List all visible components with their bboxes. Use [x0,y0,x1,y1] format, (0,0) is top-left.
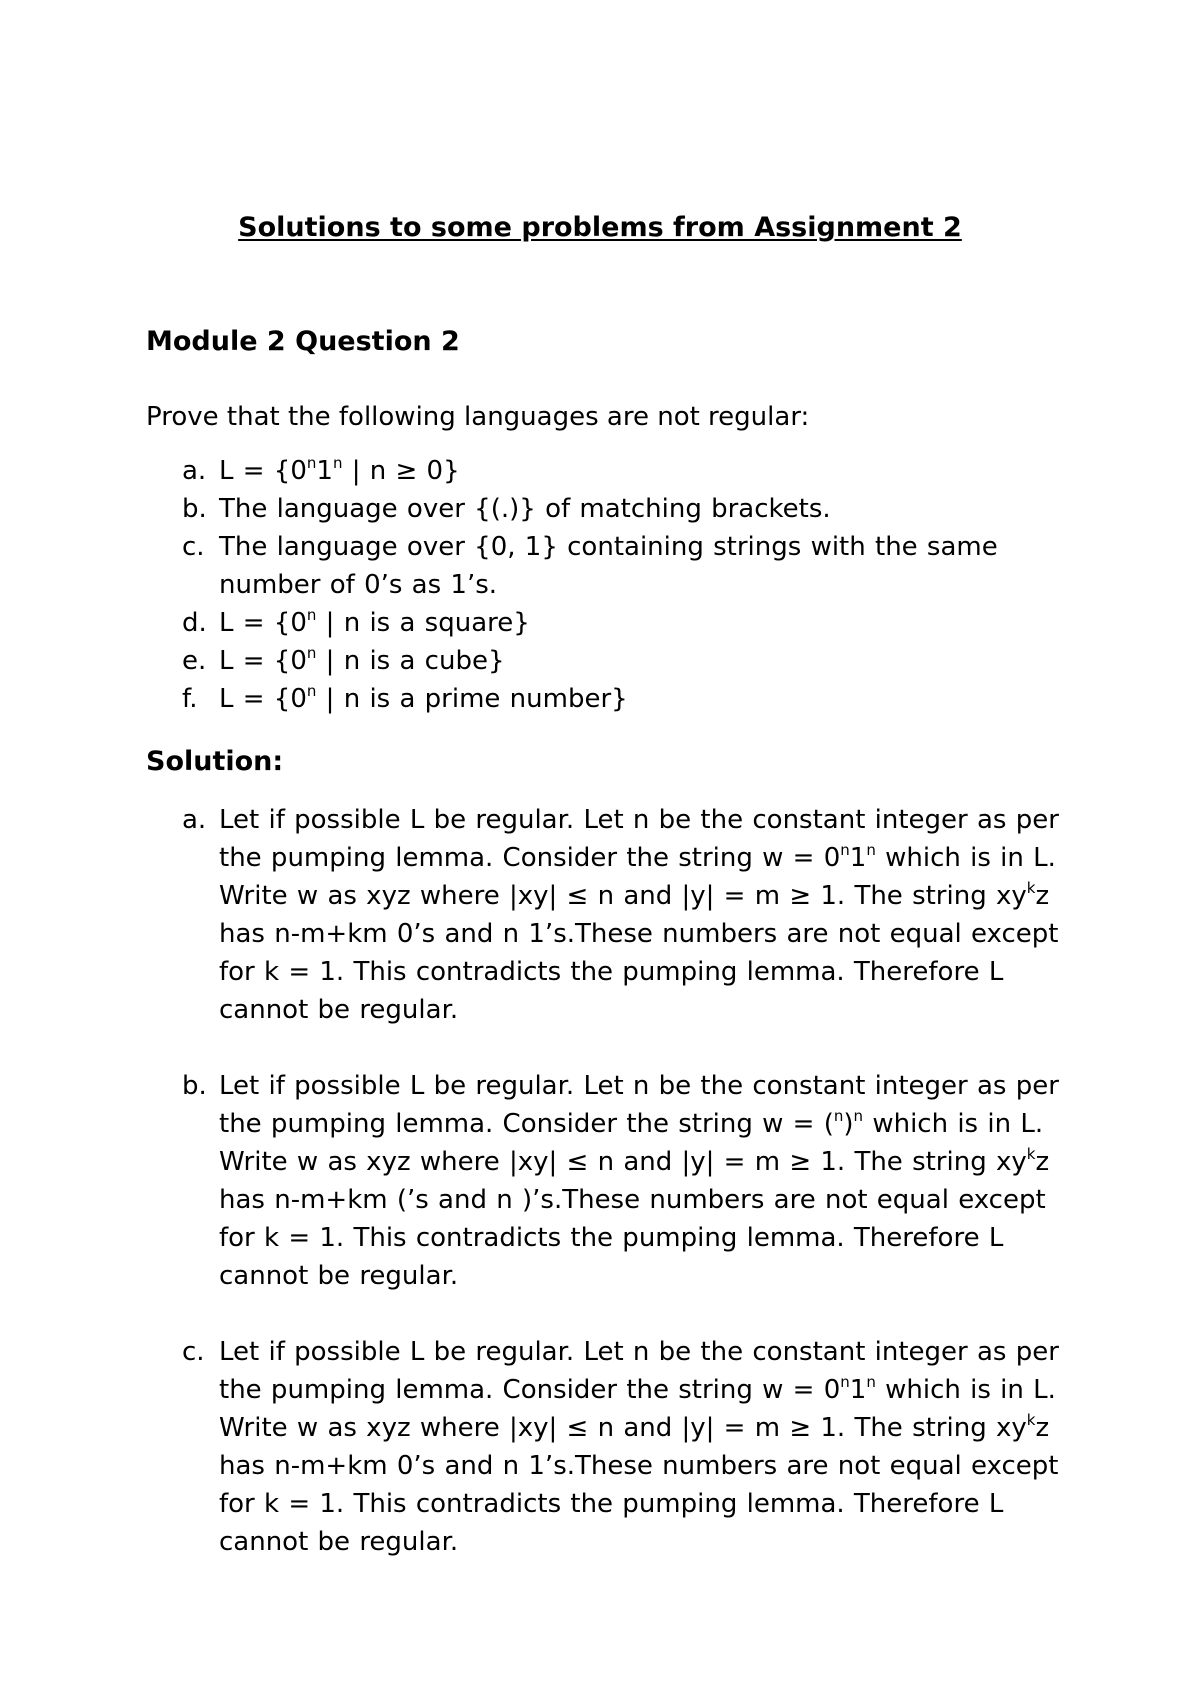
question-letter: a. [182,456,207,486]
question-letter: f. [182,684,198,714]
question-item-b [146,490,1076,528]
question-text: The language over {0, 1} containing strings with the same number of 0’s as 1’s. [219,532,998,600]
question-text: $L = \{0^n1^n$ | n ≥ 0} [219,454,460,486]
question-item-d [146,604,1076,642]
question-letter: b. [182,494,207,524]
solution-text: Let if possible L be regular. Let n be the constant integer as per the pumping lemma. Consider the string $w = (^n)^n$ which is in L. Write w as xyz where |xy| ≤ n and |y| = m ≥ 1. The string $xy^kz$ has n-m+km (’s and n )’s.These numbers are not equal except for k = 1. This contradicts the pumping lemma. Therefore L cannot be regular. [219,1071,1059,1291]
question-item-a [146,452,1076,490]
intro-text: Prove that the following languages are not regular: [146,402,810,432]
solution-text: Let if possible L be regular. Let n be the constant integer as per the pumping lemma. Consider the string $w = 0^n1^n$ which is in L. Write w as xyz where |xy| ≤ n and |y| = m ≥ 1. The string $xy^kz$ has n-m+km 0’s and n 1’s.These numbers are not equal except for k = 1. This contradicts the pumping lemma. Therefore L cannot be regular. [219,1337,1059,1557]
question-text: $L = \{0^n$ | n is a cube} [219,644,505,676]
solution-list [146,801,1076,1599]
solution-text: Let if possible L be regular. Let n be the constant integer as per the pumping lemma. Consider the string $w = 0^n1^n$ which is in L. Write w as xyz where |xy| ≤ n and |y| = m ≥ 1. The string $xy^kz$ has n-m+km 0’s and n 1’s.These numbers are not equal except for k = 1. This contradicts the pumping lemma. Therefore L cannot be regular. [219,805,1059,1025]
question-letter: c. [182,532,205,562]
question-text: $L = \{0^n$ | n is a prime number} [219,682,628,714]
solution-item-a [146,801,1076,1029]
question-item-c [146,528,1076,604]
solution-letter: b. [182,1071,207,1101]
solution-heading: Solution: [146,746,284,777]
solution-item-c [146,1333,1076,1561]
question-list [146,452,1076,718]
solution-item-b [146,1067,1076,1295]
question-text: $L = \{0^n$ | n is a square} [219,606,530,638]
solution-letter: c. [182,1337,205,1367]
question-text: The language over {(.)} of matching brackets. [219,494,831,524]
solution-letter: a. [182,805,207,835]
question-item-f [146,680,1076,718]
question-letter: d. [182,608,207,638]
question-item-e [146,642,1076,680]
document-title: Solutions to some problems from Assignment 2 [238,212,962,243]
question-letter: e. [182,646,207,676]
module-heading: Module 2 Question 2 [146,326,460,357]
